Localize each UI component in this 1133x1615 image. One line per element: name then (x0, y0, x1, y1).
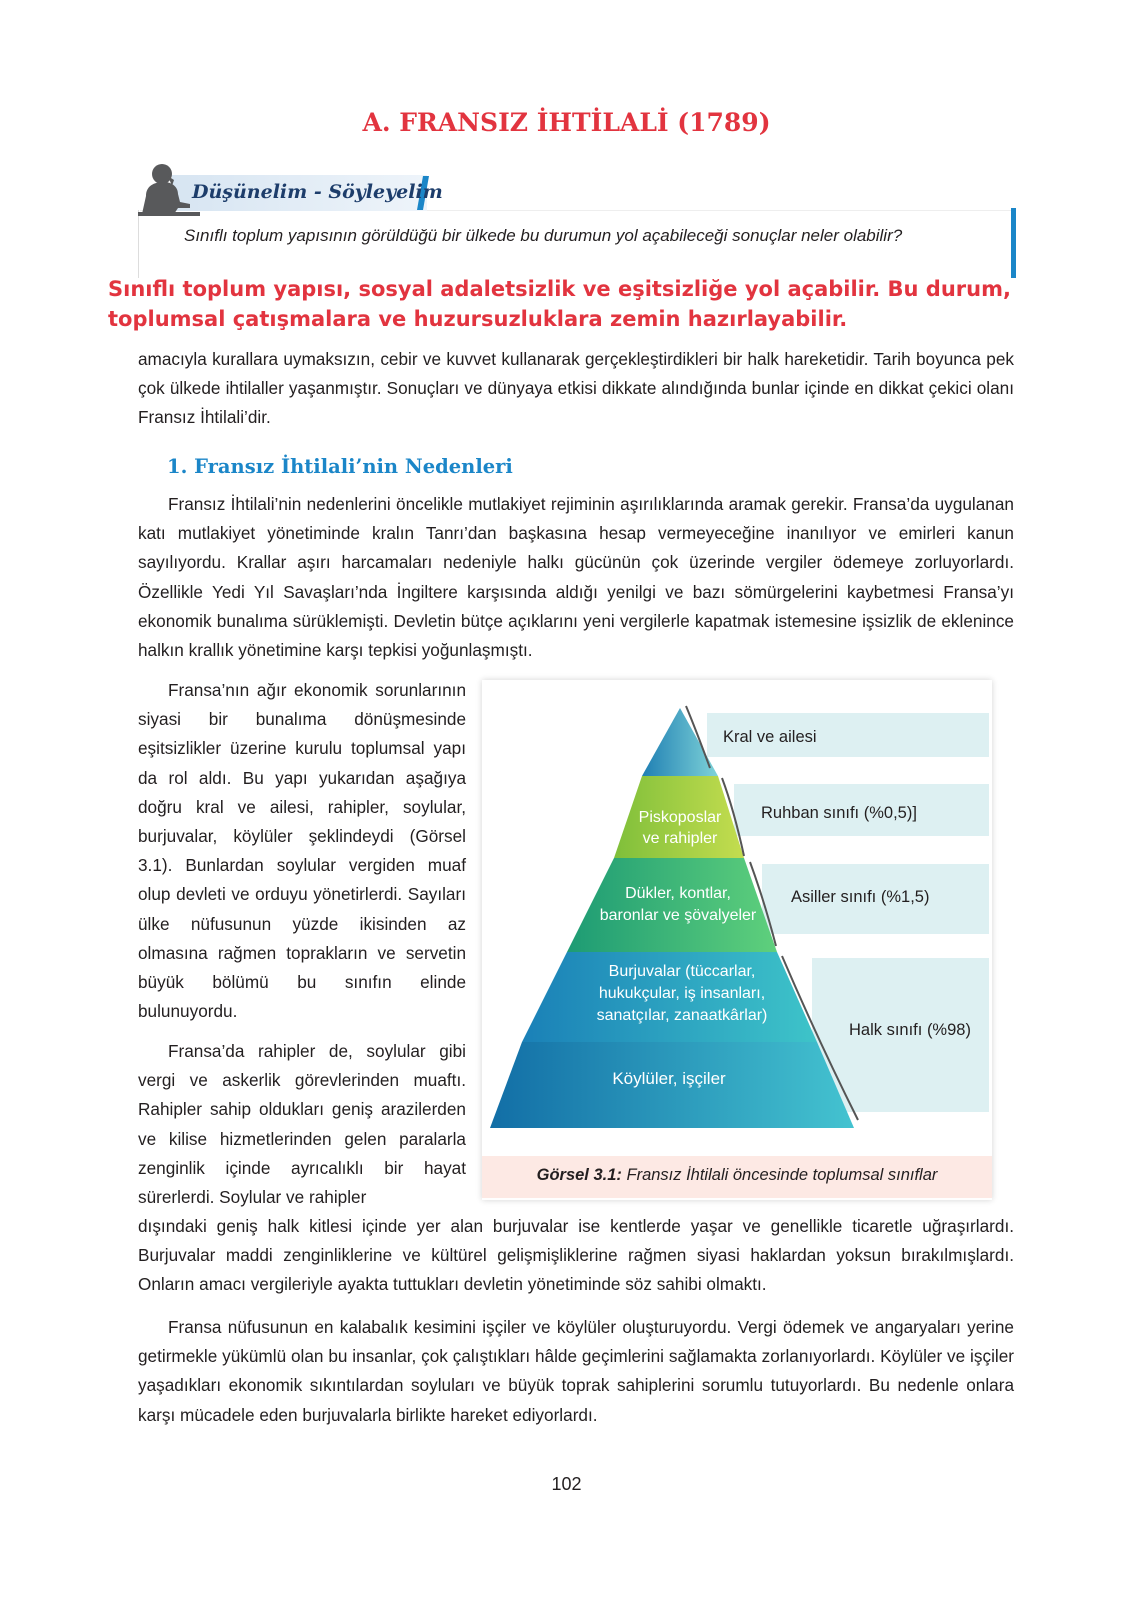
peasants-paragraph: Fransa nüfusunun en kalabalık kesimini işçiler ve köylüler oluşturuyordu. Vergi ödemek ve angaryaları yerine getirmekle yükümlü olan bu insanlar, çok çalıştıkları hâlde geçimlerini sağlamakta zorlanıyorlardı. Köylüler ve işçiler yaşadıkları ekonomik sıkıntılardan soyluları ve büyük toprak sahiplerini sorumlu tutuyorlardı. Bu nedenle onlara karşı mücadele eden burjuvalarla birlikte hareket ediyorlardı. (138, 1317, 1014, 1425)
layer-label-clergy-1: Piskoposlar (638, 809, 722, 826)
layer-label-bourgeoisie-1: Burjuvalar (tüccarlar, (608, 963, 756, 980)
figure-caption (482, 1166, 992, 1185)
section-title: 1. Fransız İhtilali’nin Nedenleri (167, 455, 513, 478)
layer-label-bourgeoisie-2: hukukçular, iş insanları, (598, 985, 766, 1002)
class-label-clergy: Ruhban sınıfı (%0,5)] (761, 804, 917, 822)
causes-paragraph: Fransız İhtilali’nin nedenlerini öncelikle mutlakiyet rejiminin aşırılıklarında aramak gerekir. Fransa’da uygulanan katı mutlakiyet yönetiminde kralın Tanrı’dan başkasına hesap vermeyeceğine inanılıyor ve emirleri kanun sayılıyordu. Krallar aşırı harcamaları nedeniyle halkı gücünün çok üzerinde vergiler ödemeye zorluyorlardı. Özellikle Yedi Yıl Savaşları’nda İngiltere karşısında aldığı yenilgi ve bazı sömürgelerini kaybetmesi Fransa’yı ekonomik bunalıma sürüklemişti. Devletin bütçe açıklarını yeni vergilerle kapatmak istemesine işsizlik de eklenince halkın krallık yönetimine karşı tepkisi yoğunlaşmıştı. (138, 494, 1014, 661)
social-classes-pyramid (482, 680, 992, 1156)
class-label-nobility: Asiller sınıfı (%1,5) (791, 888, 930, 906)
social-classes-figure (482, 680, 992, 1200)
figure-caption-text: Fransız İhtilali öncesinde toplumsal sınıflar (621, 1166, 938, 1184)
layer-label-nobility-2: baronlar ve şövalyeler (599, 907, 757, 924)
class-label-people: Halk sınıfı (%98) (849, 1021, 971, 1039)
pyramid-layer-king (642, 708, 718, 776)
layer-label-clergy-2: ve rahipler (642, 830, 718, 847)
class-label-king: Kral ve ailesi (723, 728, 817, 746)
pyramid-layer-nobility (567, 858, 777, 952)
think-box-question: Sınıflı toplum yapısının görüldüğü bir ülkede bu durumun yol açabileceği sonuçlar neler olabilir? (184, 226, 903, 245)
clergy-paragraph: Fransa’da rahipler de, soylular gibi vergi ve askerlik görevlerinden muaftı. Rahipler sahip oldukları geniş arazilerden ve kilise hizmetlerinden gelen paralarla zenginlik içinde ayrıcalıklı bir hayat sürerlerdi. Soylular ve rahipler (138, 1041, 466, 1208)
page-number: 102 (551, 1474, 582, 1494)
page-title: A. FRANSIZ İHTİLALİ (1789) (362, 108, 771, 137)
intro-paragraph: amacıyla kurallara uymaksızın, cebir ve kuvvet kullanarak gerçekleştirdikleri bir halk hareketidir. Tarih boyunca pek çok ülkede ihtilaller yaşanmıştır. Sonuçları ve dünyaya etkisi dikkate alındığında bunlar içinde en dikkat çekici olanı Fransız İhtilali’dir. (138, 349, 1014, 428)
layer-label-peasants: Köylüler, işçiler (612, 1069, 726, 1088)
layer-label-nobility-1: Dükler, kontlar, (625, 885, 731, 902)
think-box-label: Düşünelim - Söyleyelim (192, 181, 443, 203)
bourgeoisie-paragraph: dışındaki geniş halk kitlesi içinde yer alan burjuvalar ise kentlerde yaşar ve genellikle ticaretle uğraşırlardı. Burjuvalar maddi zenginliklerine ve kültürel gelişmişliklerine rağmen siyasi haklardan yoksun bırakılmışlardı. Onların amacı vergileriyle ayakta tuttukları devletin yönetiminde söz sahibi olmaktı. (138, 1216, 1014, 1295)
layer-label-bourgeoisie-3: sanatçılar, zanaatkârlar) (596, 1007, 768, 1024)
social-structure-paragraph: Fransa’nın ağır ekonomik sorunlarının siyasi bir bunalıma dönüşmesinde eşitsizlikler üzerine kurulu toplumsal yapı da rol aldı. Bu yapı yukarıdan aşağıya doğru kral ve ailesi, rahipler, soylular, burjuvalar, köylüler şeklindeydi (Görsel 3.1). Bunlardan soylular vergiden muaf olup devleti ve orduyu yönetirlerdi. Sayıları ülke nüfusunun yüzde ikisinden az olmasına rağmen toprakların ve servetin büyük bölümü bu sınıfın elinde bulunuyordu. (138, 680, 466, 1022)
figure-caption-ref: Görsel 3.1: (536, 1166, 622, 1184)
think-box-answer: Sınıflı toplum yapısı, sosyal adaletsizlik ve eşitsizliğe yol açabilir. Bu durum, toplumsal çatışmalara ve huzursuzluklara zemin hazırlayabilir. (108, 277, 1011, 331)
think-box-right-border (1011, 208, 1016, 278)
thinking-person-icon (138, 162, 200, 224)
